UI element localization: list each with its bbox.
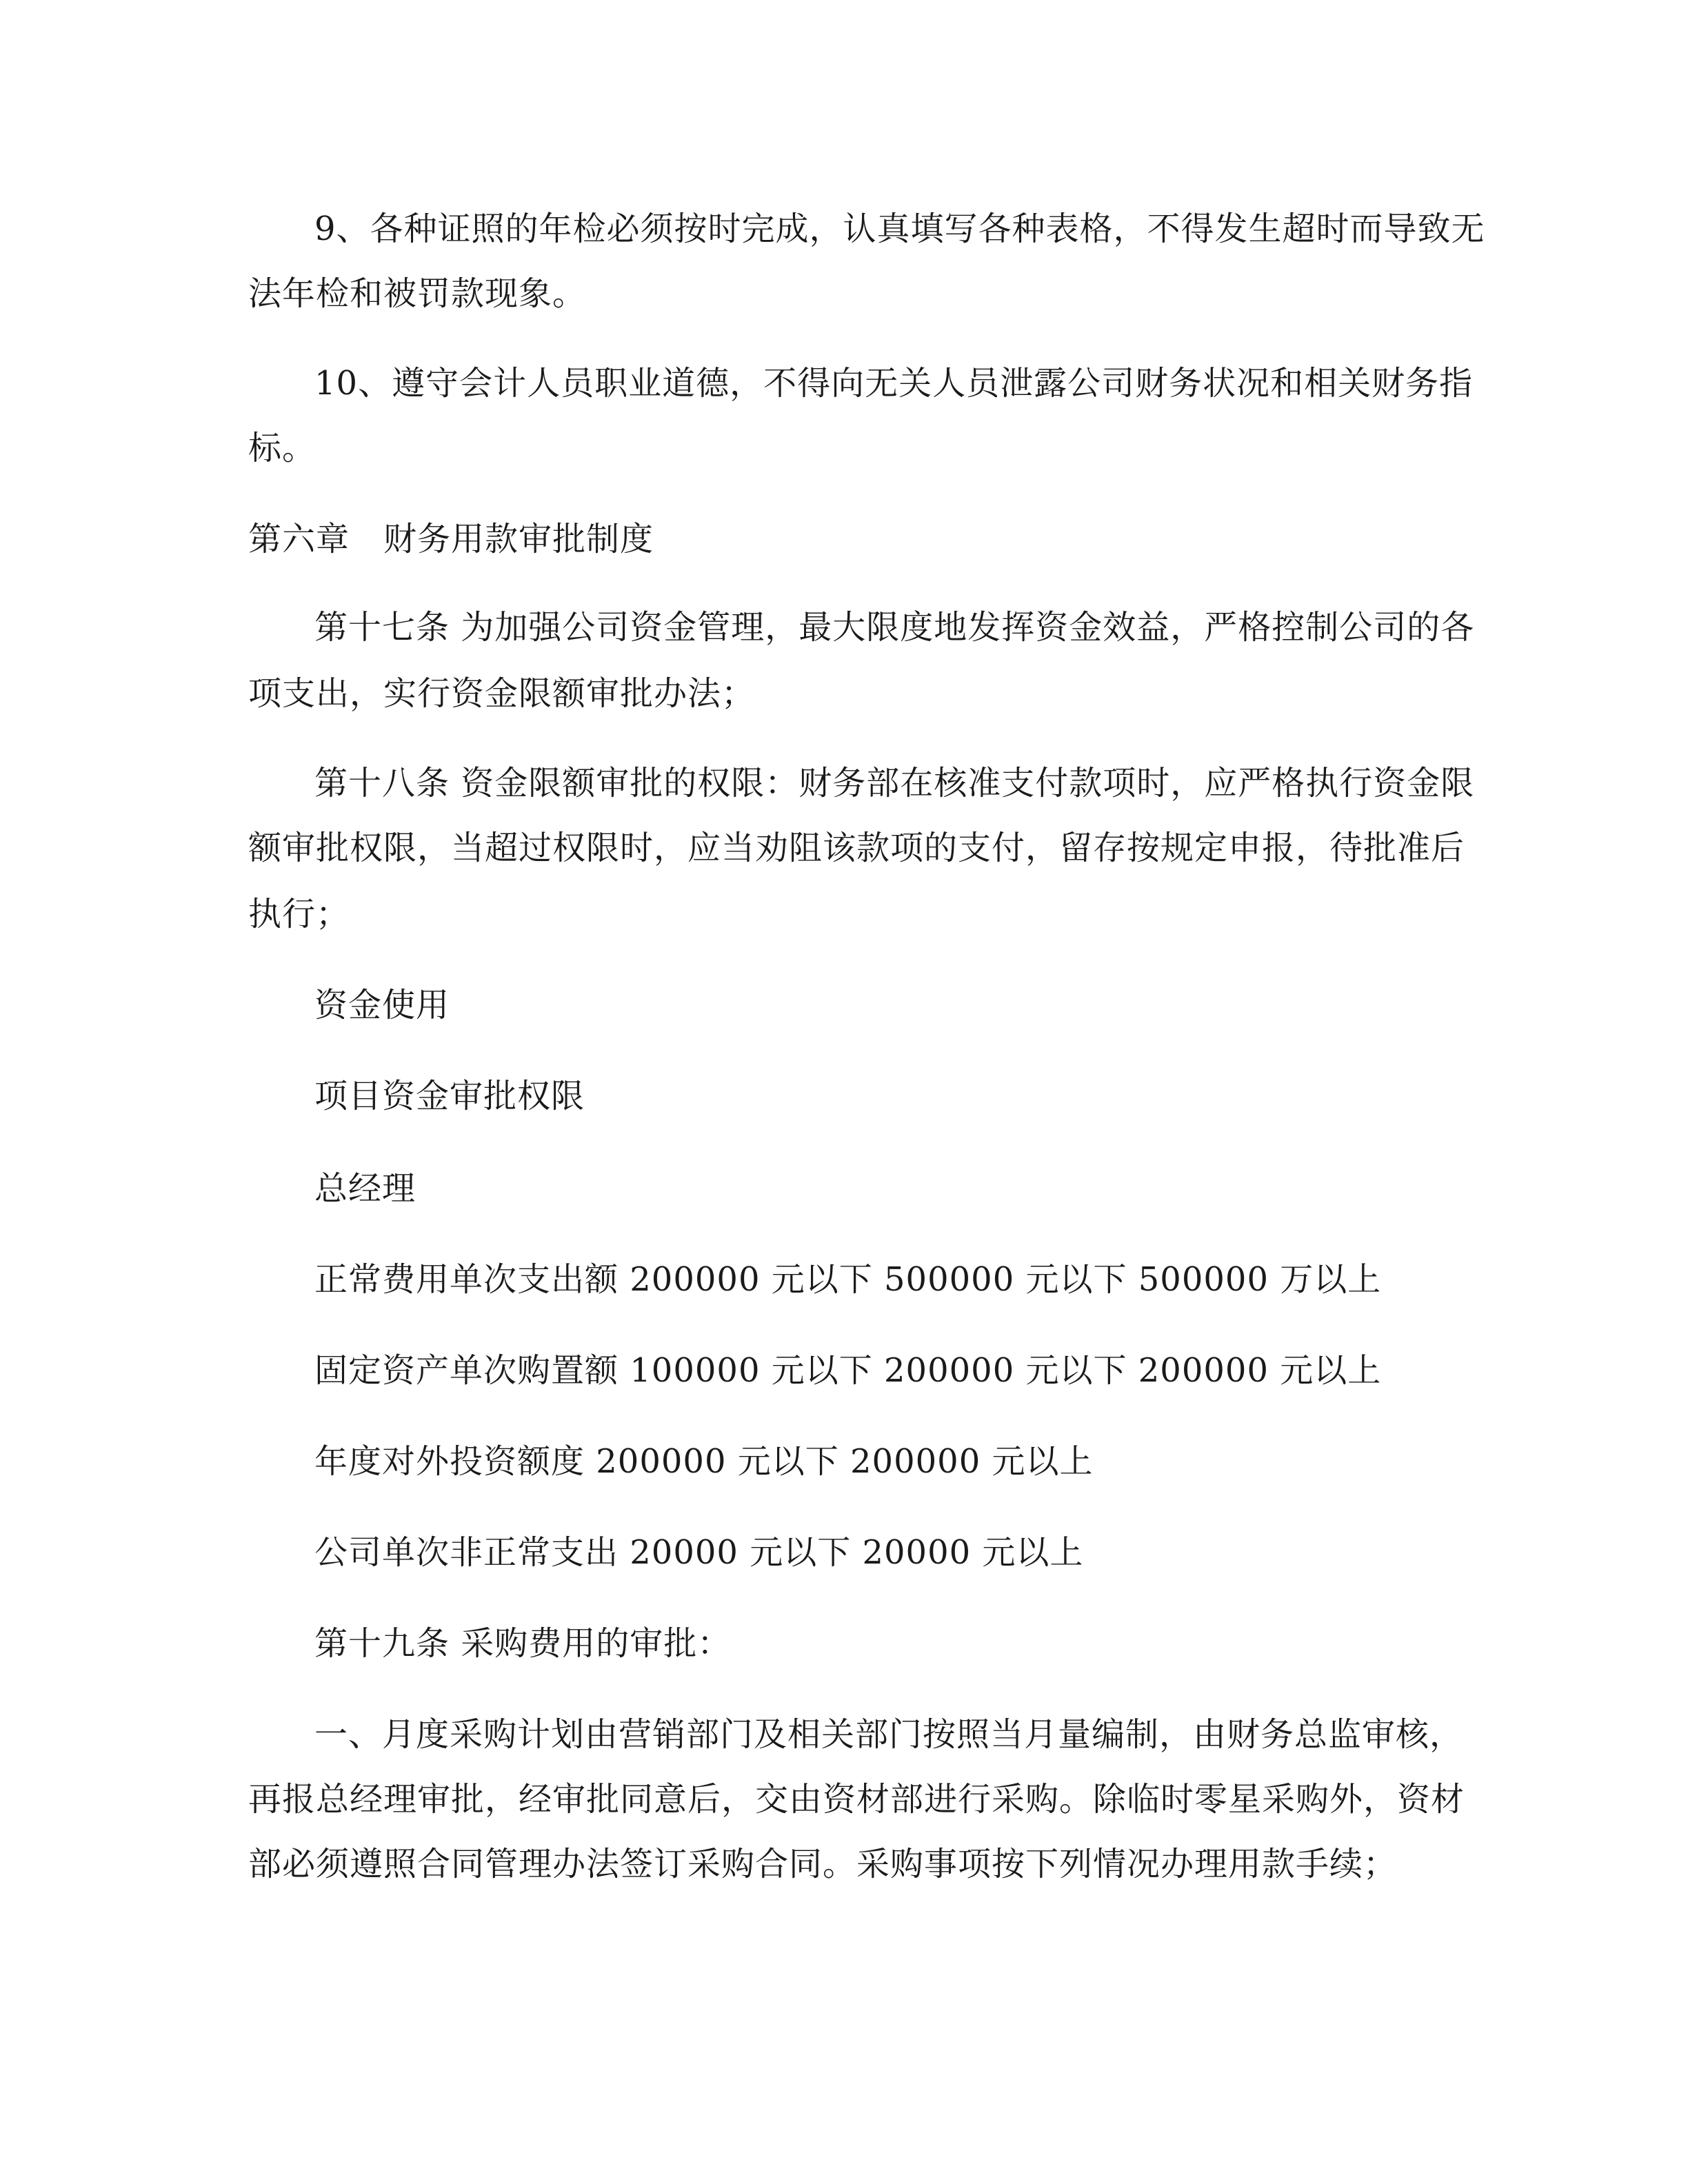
- article-18-line-2: 额审批权限，当超过权限时，应当劝阻该款项的支付，留存按规定申报，待批准后: [248, 829, 1465, 867]
- article-17-line-2: 项支出，实行资金限额审批办法；: [248, 674, 756, 713]
- article-19-para-1-line-2: 再报总经理审批，经审批同意后，交由资材部进行采购。除临时零星采购外，资材: [248, 1780, 1465, 1819]
- article-18-line-1: 第十八条 资金限额审批的权限：财务部在核准支付款项时，应严格执行资金限: [314, 764, 1475, 802]
- item-10-line-1: 10、遵守会计人员职业道德，不得向无关人员泄露公司财务状况和相关财务指: [314, 364, 1474, 403]
- item-9-line-2: 法年检和被罚款现象。: [248, 274, 587, 313]
- article-19-para-1-line-3: 部必须遵照合同管理办法签订采购合同。采购事项按下列情况办理用款手续；: [248, 1845, 1398, 1883]
- item-9-line-1: 9、各种证照的年检必须按时完成，认真填写各种表格，不得发生超时而导致无: [314, 210, 1485, 248]
- article-19-heading: 第十九条 采购费用的审批：: [314, 1624, 732, 1663]
- article-19-para-1-line-1: 一、月度采购计划由营销部门及相关部门按照当月量编制，由财务总监审核，: [314, 1715, 1464, 1754]
- item-10-line-2: 标。: [248, 429, 316, 467]
- table-row-abnormal-expense: 公司单次非正常支出 20000 元以下 20000 元以上: [314, 1533, 1084, 1572]
- table-row-fixed-assets: 固定资产单次购置额 100000 元以下 200000 元以下 200000 元以上: [314, 1351, 1382, 1390]
- table-header-approval-authority: 项目资金审批权限: [314, 1077, 585, 1115]
- table-row-investment: 年度对外投资额度 200000 元以下 200000 元以上: [314, 1442, 1094, 1481]
- article-17-line-1: 第十七条 为加强公司资金管理，最大限度地发挥资金效益，严格控制公司的各: [314, 608, 1475, 647]
- table-row-normal-expense: 正常费用单次支出额 200000 元以下 500000 元以下 500000 万以上: [314, 1260, 1382, 1299]
- table-header-general-manager: 总经理: [314, 1169, 416, 1208]
- article-18-line-3: 执行；: [248, 895, 350, 933]
- table-header-funds-use: 资金使用: [314, 986, 450, 1024]
- chapter-heading: 第六章 财务用款审批制度: [248, 520, 654, 558]
